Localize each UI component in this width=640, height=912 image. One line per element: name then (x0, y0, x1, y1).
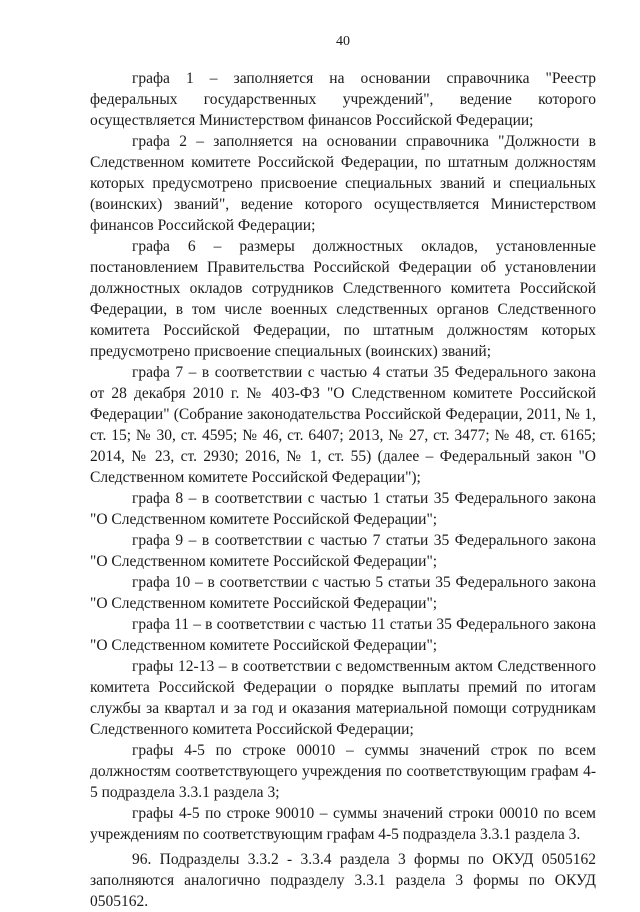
paragraph-grafa-10: графа 10 – в соответствии с частью 5 статьи 35 Федерального закона "О Следственном комитете Российской Федерации"; (90, 574, 596, 612)
paragraph-grafa-1: графа 1 – заполняется на основании справочника "Реестр федеральных государственных учреждений", ведение которого осуществляется Министерством финансов Российской Федерации; (90, 70, 596, 129)
paragraph-grafa-7: графа 7 – в соответствии с частью 4 статьи 35 Федерального закона от 28 декабря 2010 г. № 403-ФЗ "О Следственном комитете Российской Федерации" (Собрание законодательства Российской Федерации, 2011, № 1, ст. 15; № 30, ст. 4595; № 46, ст. 6407; 2013, № 27, ст. 3477; № 48, ст. 6165; 2014, № 23, ст. 2930; 2016, № 1, ст. 55) (далее – Федеральный закон "О Следственном комитете Российской Федерации"); (90, 364, 596, 486)
page-number: 40 (336, 34, 350, 49)
paragraph-grafy-4-5-00010: графы 4-5 по строке 00010 – суммы значений строк по всем должностям соответствующего учреждения по соответствующим графам 4-5 подраздела 3.3.1 раздела 3; (90, 742, 596, 801)
paragraph-grafa-2: графа 2 – заполняется на основании справочника "Должности в Следственном комитете Российской Федерации, по штатным должностям которых предусмотрено присвоение специальных званий и специальных (воинских) званий", ведение которого осуществляется Министерством финансов Российской Федерации; (90, 133, 596, 234)
paragraph-grafa-6: графа 6 – размеры должностных окладов, установленные постановлением Правительства Российской Федерации об установлении должностных окладов сотрудников Следственного комитета Российской Федерации, в том числе военных следственных органов Следственного комитета Российской Федерации, по штатным должностям которых предусмотрено присвоение специальных (воинских) званий; (90, 238, 596, 360)
paragraph-grafa-9: графа 9 – в соответствии с частью 7 статьи 35 Федерального закона "О Следственном комитете Российской Федерации"; (90, 532, 596, 570)
paragraph-grafy-12-13: графы 12-13 – в соответствии с ведомственным актом Следственного комитета Российской Федерации о порядке выплаты премий по итогам службы за квартал и за год и оказания материальной помощи сотрудникам Следственного комитета Российской Федерации; (90, 658, 596, 738)
paragraph-grafy-4-5-90010: графы 4-5 по строке 90010 – суммы значений строки 00010 по всем учреждениям по соответствующим графам 4-5 подраздела 3.3.1 раздела 3. (90, 805, 596, 843)
paragraph-item-96: 96. Подразделы 3.3.2 - 3.3.4 раздела 3 формы по ОКУД 0505162 заполняются аналогично подразделу 3.3.1 раздела 3 формы по ОКУД 0505162. (90, 851, 596, 910)
paragraph-grafa-11: графа 11 – в соответствии с частью 11 статьи 35 Федерального закона "О Следственном комитете Российской Федерации"; (90, 616, 596, 654)
paragraph-grafa-8: графа 8 – в соответствии с частью 1 статьи 35 Федерального закона "О Следственном комитете Российской Федерации"; (90, 490, 596, 528)
